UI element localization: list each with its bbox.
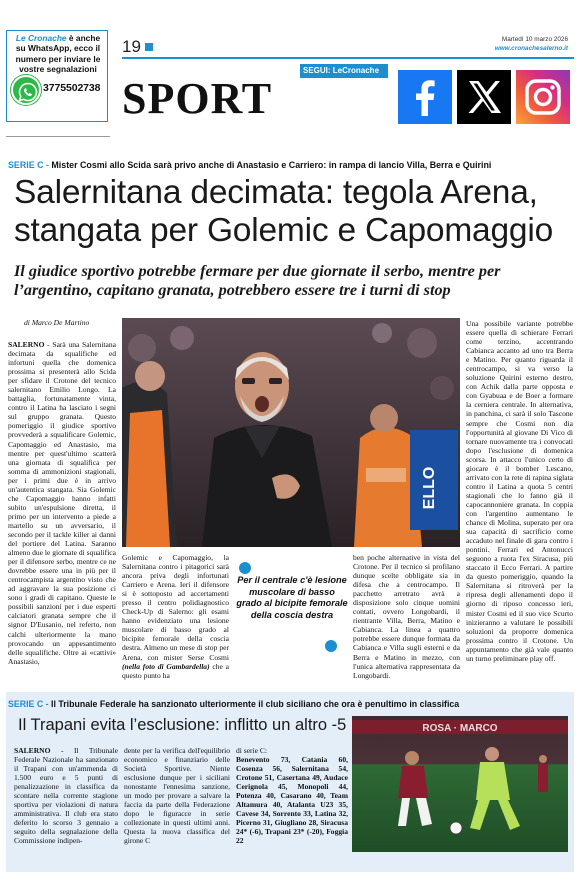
website-link[interactable]: www.cronachesalerno.it — [494, 45, 568, 52]
column-text: di serie C: — [236, 746, 268, 755]
box-column-3 — [236, 746, 348, 846]
box-column-2 — [124, 746, 230, 846]
promo-line: su WhatsApp, ecco il — [15, 43, 101, 54]
column-text: Una possibile variante potrebbe essere quella di schierare Ferrari come terzino, accentrando Cabianca accanto ad uno tra Berra e Matino. Per quanto riguarda il centrocampo, si va verso la soluzione Quirini esterno destro, con Achik dalla parte opposta e con Gyabuaa e de Boer a formare la cerniera centrale. In alternativa, in panchina, ci sarà il solo Tascone sempre che Cosmi non dia l'opportunità al giovane Di Vico di tornare nuovamente tra i convocati dopo l'esclusione di domenica scorsa. In attacco l'unico certo di giocare è il bomber Lescano, arrivato con la rete di rapina siglata contro il Latina a quota 5 centri stagionali che lo fanno già il capocannoniere granata. In coppia con l'argentino aumentano le chance di Molina, superato per ora sua capacità di sacrificio come accaduto nel finale di gara contro i pontini. Ferrari ed Antonucci seguono a ruota l'ex Siracusa, più staccato il Ecco Ferrari. A partire da questo pomeriggio, quando la Salernitana si ritroverà per la ripresa degli allenamenti dopo il giorno di riposo concesso ieri, mister Cosmi ed il suo vice Scurto inizieranno a valutare le possibili soluzioni da proporre domenica prossima contro il Crotone. Un appuntamento che già vale quanto un turno preliminare play off. — [466, 319, 573, 663]
box-kicker-text: Il Tribunale Federale ha sanzionato ulteriormente il club siciliano che ora è penultimo in classifica — [51, 699, 460, 709]
article-kicker — [8, 160, 572, 170]
section-title: SPORT — [122, 74, 273, 123]
league-standings: Benevento 73, Catania 60, Cosenza 56, Salernitana 54, Crotone 51, Casertana 49, Audace Cerignola 45, Monopoli 44, Potenza 40, Casarano 40, Team Altamura 40, Atalanta U23 35, Cavese 34, Sorrento 33, Latina 32, Picerno 31, Giugliano 28, Siracusa 24* (-6), Trapani 23* (-20), Foggia 22 — [236, 755, 348, 846]
svg-text:ELLO: ELLO — [421, 466, 438, 510]
article-column-4 — [466, 319, 573, 663]
column-text: ben poche alternative in vista del Crotone. Per il tecnico si profilano dunque scelte obbligate sia in difesa che a centrocampo. Il pacchetto arretrato avrà a disposizione solo cinque uomini contati, ovvero Longobardi, il rientrante Villa, Berra, Matino e Cabianca. La linea a quattro potrebbe essere dunque formata da Cabianca e Villa sugli esterni e da Berra e Matino in mezzo, con l'unica alternativa rappresentata da Longobardi. — [353, 553, 460, 680]
column-text: che a questo punto ha — [122, 661, 229, 680]
column-text: dente per la verifica dell'equilibrio economico e finanziario delle Società Sportive. Niente esclusione dunque per i siciliani nonostante l'ennesima sanzione, un modo per provare a salvare la faccia da parte della Federazione dopo le figuracce in serie collezionate in questi ultimi anni. Questa la nuova classifica del girone C — [124, 746, 230, 846]
quote-bullet — [325, 640, 337, 652]
whatsapp-icon — [11, 75, 41, 105]
box-kicker — [8, 699, 572, 709]
x-icon[interactable] — [457, 70, 511, 124]
article-column-3 — [353, 553, 460, 680]
kicker-category: SERIE C - — [8, 160, 52, 170]
article-subhead: Il giudice sportivo potrebbe fermare per due giornate il serbo, mentre per l’argentino, capitano granata, potrebbero essere tre i turni di stop — [14, 262, 501, 299]
box-dateline: SALERNO — [14, 746, 51, 755]
promo-divider — [6, 136, 110, 137]
header-divider — [122, 57, 574, 59]
byline — [24, 318, 89, 327]
article-column-1 — [8, 340, 116, 666]
page-number-marker — [145, 43, 153, 51]
facebook-icon[interactable] — [398, 70, 452, 124]
match-photo — [352, 716, 568, 852]
coach-photo — [122, 318, 460, 547]
issue-date: Martedì 10 marzo 2026 — [501, 36, 568, 43]
dateline: SALERNO — [8, 340, 45, 349]
promo-line: è anche — [66, 33, 101, 43]
box-kicker-category: SERIE C - — [8, 699, 52, 709]
instagram-icon[interactable] — [516, 70, 570, 124]
promo-brand: Le Cronache — [15, 33, 67, 43]
article-column-2 — [122, 553, 229, 680]
promo-line: numero per inviare le — [15, 53, 101, 64]
column-text: - Il Tribunale Federale Nazionale ha sanzionato il Trapani con un'ammenda di 1.500 euro e 5 punti di penalizzazione in classifica da scontare nella corrente stagione sportiva per violazioni di natura amministrativa. Il club era stato deferito lo scorso 3 gennaio a seguito della segnalazione della Commissione indipen- — [14, 746, 118, 846]
whatsapp-promo-text — [10, 33, 106, 74]
kicker-text: Mister Cosmi allo Scida sarà privo anche di Anastasio e Carriero: in rampa di lancio Villa, Berra e Quirini — [51, 160, 492, 170]
page-number: 19 — [122, 37, 141, 56]
photo-caption: (nella foto di Gambardella) — [122, 661, 210, 671]
byline-author: Marco De Martino — [31, 318, 90, 327]
box-column-1 — [14, 746, 118, 846]
box-headline: Il Trapani evita l’esclusione: inflitto un altro -5 — [18, 716, 347, 734]
column-text: - Sarà una Salernitana decimata da squalifiche ed infortuni quella che domenica prossima si presenterà allo Scida per sfidare il Crotone del tecnico salernitano Emilio Longo. La battaglia, fortunatamente vinta, contro il Latina ha lasciato i segni sul gruppo granata. Questo pomeriggio il giudice sportivo provvederà a squalificare Golemic, Capomaggio ed Anastasio, ma mentre per quest'ultimo scatterà una giornata di squalifica per somma di ammonizioni stagionali, per i primi due è in arrivo un'autentica stangata. Sia Golemic che Capomaggio hanno infatti subito un'espulsione diretta, il primo per un intervento a piede a martello su un avversario, il secondo per il tackle killer ai danni del portiere del Latina. Saranno almeno due le giornate di squalifica per il difensore serbo, mentre ce ne dovrebbe essere una in più per il centrocampista argentino visto che ad aggravare la sua posizione ci sono i gradi di capitano. Queste le possibili sanzioni per i due esperti calciatori granata sempre che il signor D'Eusanio, nel referto, non calchi ulteriormente la mano provocando un appesantimento delle squalifiche. Oltre ai «cattivi» Anastasio, — [8, 340, 116, 666]
pull-quote: Per il centrale c'è lesione muscolare di basso grado al bicipite femorale della coscia destra — [236, 575, 348, 620]
column-text: Golemic e Capomaggio, la Salernitana contro i pitagorici sarà ancora priva degli infortunati Carriero e Arena. Ieri il difensore si è sottoposto ad accertamenti presso il centro polidiagnostico Check-Up di Salerno: gli esami hanno evidenziato una lesione muscolare di basso grado al bicipite femorale della coscia destra. Almeno un mese di stop per Arena, con mister Serse Cosmi — [122, 553, 229, 662]
promo-line: vostre segnalazioni — [19, 63, 97, 74]
article-headline: Salernitana decimata: tegola Arena, stangata per Golemic e Capomaggio — [14, 174, 554, 249]
whatsapp-promo-box — [6, 30, 108, 122]
promo-phone-number: 3775502738 — [43, 82, 101, 94]
byline-prefix: di — [24, 318, 32, 327]
svg-text:ROSA · MARCO: ROSA · MARCO — [422, 723, 498, 734]
social-follow-label: SEGUI: LeCronache — [300, 64, 388, 78]
quote-bullet — [239, 562, 251, 574]
